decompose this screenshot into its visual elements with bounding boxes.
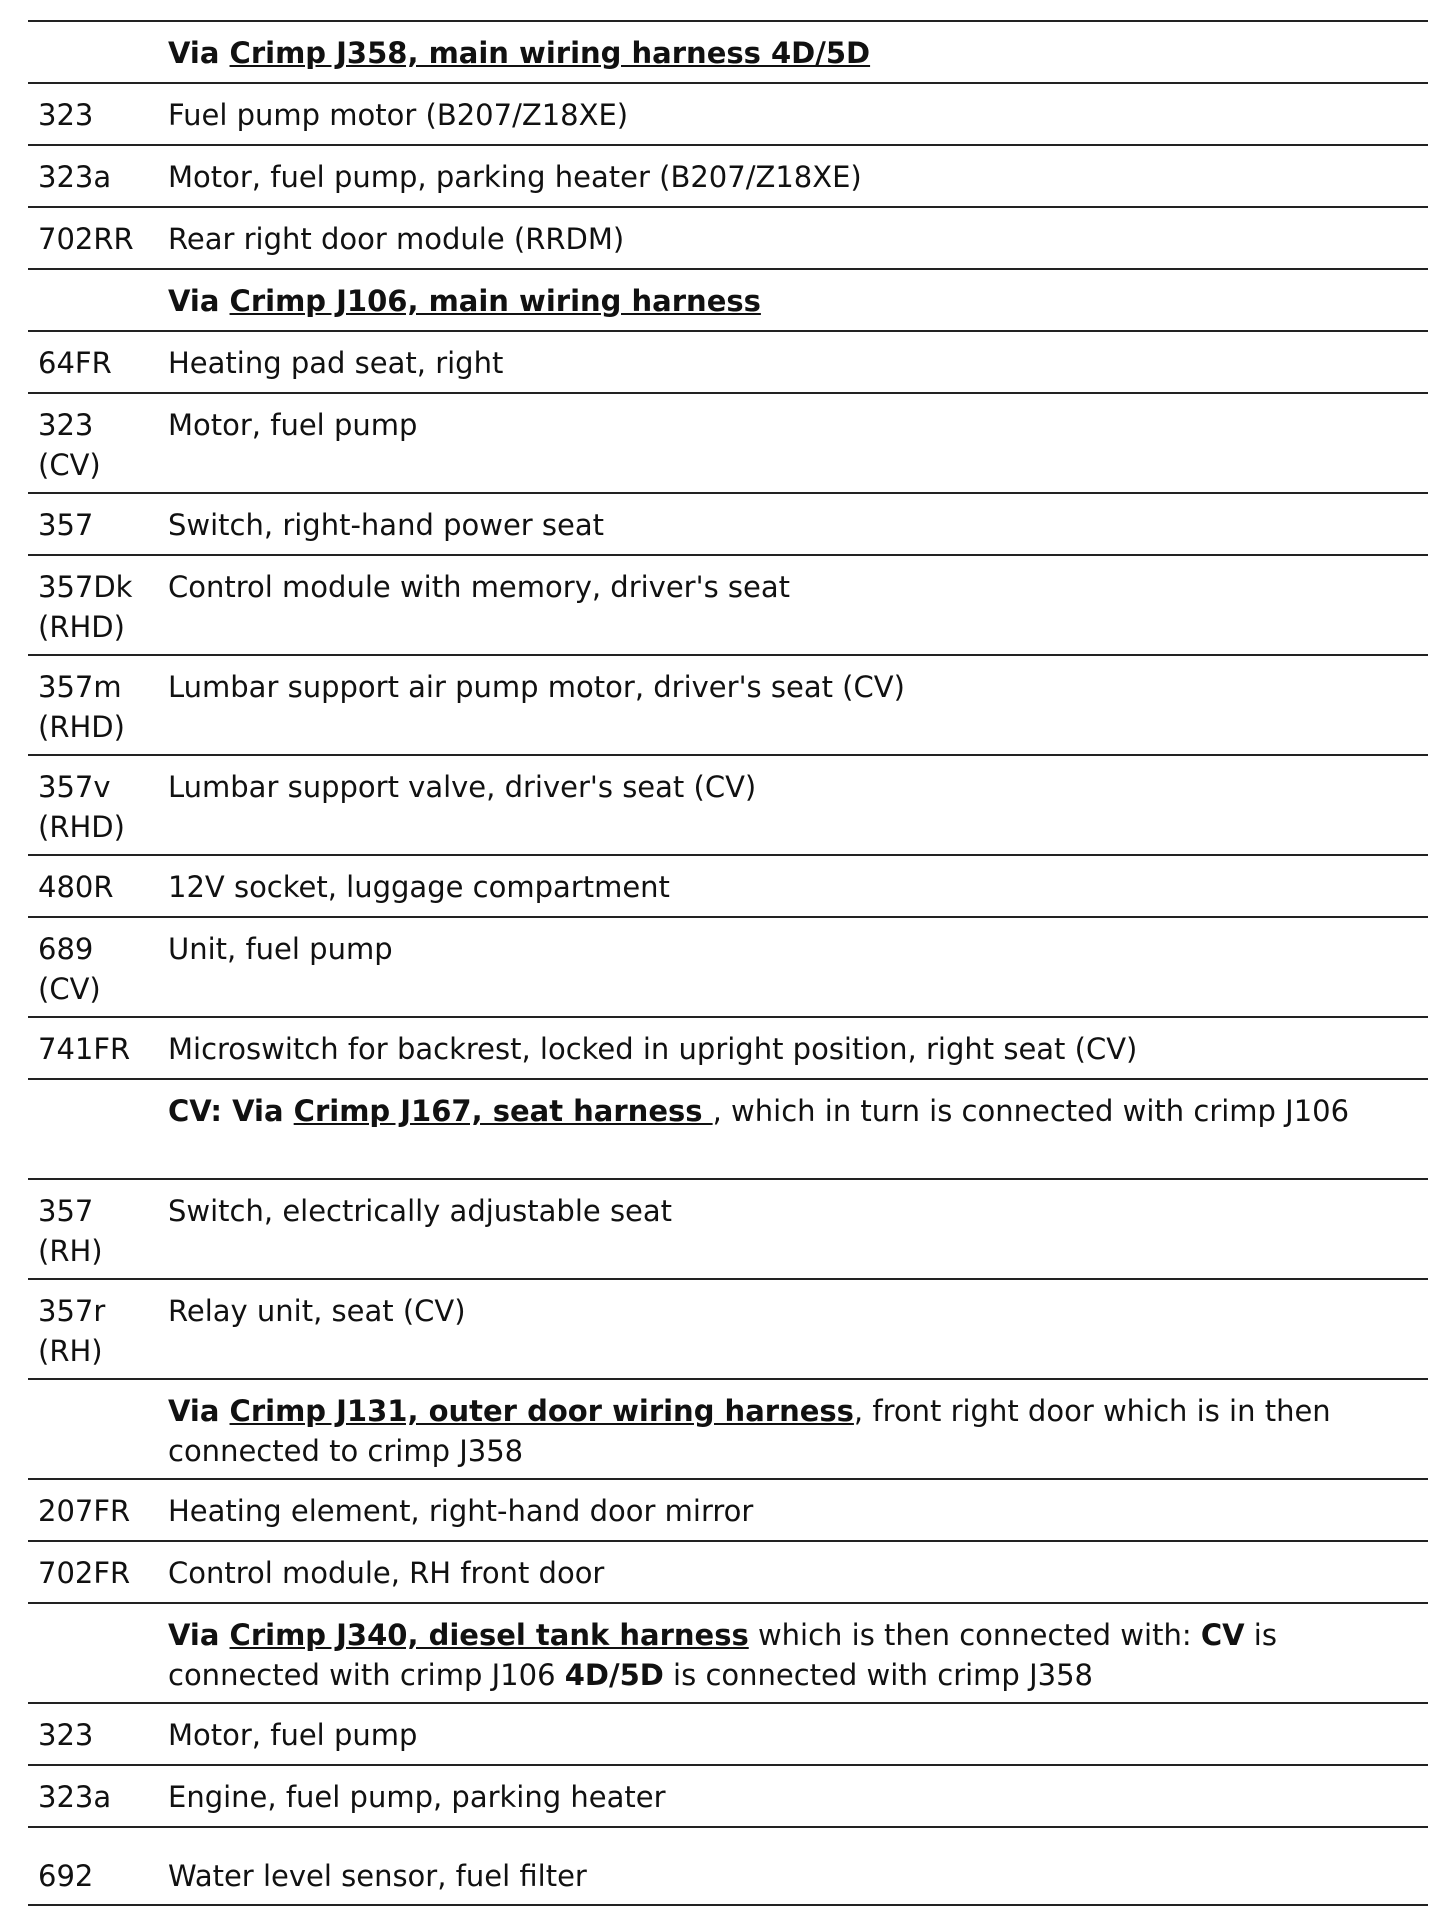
section-header-text	[168, 270, 1428, 330]
row-description: Water level sensor, fuel filter	[168, 1859, 587, 1893]
table-row	[28, 494, 1428, 556]
row-description: Motor, fuel pump	[168, 408, 418, 442]
row-code: 357m (RHD)	[38, 670, 125, 744]
table-row	[28, 918, 1428, 1018]
table-row	[28, 1542, 1428, 1604]
crimp-link[interactable]: Crimp J340, diesel tank harness	[229, 1618, 749, 1652]
header-text-part: , which in turn is connected with crimp J106	[712, 1094, 1350, 1128]
header-text-part: Via	[168, 1394, 230, 1428]
crimp-link[interactable]: Crimp J358, main wiring harness 4D/5D	[229, 36, 871, 70]
section-header-row	[28, 22, 1428, 84]
row-code: 357	[38, 508, 94, 542]
row-description: Motor, fuel pump	[168, 1718, 418, 1752]
table-row	[28, 1480, 1428, 1542]
row-code: 357 (RH)	[38, 1194, 103, 1268]
row-code	[28, 1080, 168, 1178]
row-description: Heating pad seat, right	[168, 346, 504, 380]
row-code: 692	[38, 1859, 94, 1893]
header-text-part: is connected with crimp J358	[663, 1658, 1093, 1692]
row-code: 357Dk (RHD)	[38, 570, 133, 644]
row-description: Engine, fuel pump, parking heater	[168, 1780, 666, 1814]
row-code: 323a	[38, 160, 112, 194]
row-code: 323a	[38, 1780, 112, 1814]
section-header-text	[168, 1080, 1428, 1178]
row-code: 323 (CV)	[38, 408, 101, 482]
table-row	[28, 208, 1428, 270]
header-text-part: CV	[1200, 1618, 1245, 1652]
header-text-part: Via	[168, 1618, 230, 1652]
row-code: 480R	[38, 870, 114, 904]
row-code: 702FR	[38, 1556, 131, 1590]
row-code: 702RR	[38, 222, 134, 256]
crimp-link[interactable]: Crimp J106, main wiring harness	[229, 284, 761, 318]
header-text-part: CV: Via	[168, 1094, 294, 1128]
row-code: 741FR	[38, 1032, 131, 1066]
row-description: Rear right door module (RRDM)	[168, 222, 625, 256]
row-description: Relay unit, seat (CV)	[168, 1294, 466, 1328]
row-description: Switch, electrically adjustable seat	[168, 1194, 673, 1228]
header-text-part: is connected with crimp J106	[168, 1618, 1277, 1692]
table-row	[28, 1766, 1428, 1828]
row-code	[28, 1380, 168, 1478]
row-code	[28, 1604, 168, 1702]
section-header-text	[168, 22, 1428, 82]
row-code: 207FR	[38, 1494, 131, 1528]
row-code: 323	[38, 1718, 94, 1752]
row-description: Microswitch for backrest, locked in upright position, right seat (CV)	[168, 1032, 1138, 1066]
table-row	[28, 1280, 1428, 1380]
table-row	[28, 756, 1428, 856]
section-header-row	[28, 1380, 1428, 1480]
table-row	[28, 856, 1428, 918]
row-description: Switch, right-hand power seat	[168, 508, 605, 542]
table-row	[28, 1018, 1428, 1080]
row-description: Fuel pump motor (B207/Z18XE)	[168, 98, 629, 132]
section-header-text	[168, 1380, 1428, 1478]
row-description: Lumbar support valve, driver's seat (CV)	[168, 770, 757, 804]
crimp-link[interactable]: Crimp J131, outer door wiring harness	[229, 1394, 854, 1428]
row-description: Heating element, right-hand door mirror	[168, 1494, 754, 1528]
table-row	[28, 394, 1428, 494]
row-code: 689 (CV)	[38, 932, 101, 1006]
row-code: 323	[38, 98, 94, 132]
section-header-row	[28, 270, 1428, 332]
section-header-row	[28, 1604, 1428, 1704]
row-description: Control module with memory, driver's seat	[168, 570, 790, 604]
table-row	[28, 1704, 1428, 1766]
row-description: Lumbar support air pump motor, driver's seat (CV)	[168, 670, 905, 704]
row-description: Control module, RH front door	[168, 1556, 605, 1590]
header-text-part: which is then connected with:	[748, 1618, 1201, 1652]
row-code	[28, 22, 168, 82]
header-text-part: , front right door which is in then connected to crimp J358	[168, 1394, 1331, 1468]
header-text-part: Via	[168, 36, 230, 70]
row-code	[28, 270, 168, 330]
row-description: Unit, fuel pump	[168, 932, 393, 966]
row-code: 64FR	[38, 346, 112, 380]
header-text-part: 4D/5D	[564, 1658, 664, 1692]
table-row	[28, 84, 1428, 146]
section-header-text	[168, 1604, 1428, 1702]
section-header-row	[28, 1080, 1428, 1180]
row-code: 357v (RHD)	[38, 770, 125, 844]
row-description: Motor, fuel pump, parking heater (B207/Z18XE)	[168, 160, 862, 194]
header-text-part: Via	[168, 284, 230, 318]
table-row	[28, 1180, 1428, 1280]
table-row	[28, 656, 1428, 756]
row-code: 357r (RH)	[38, 1294, 106, 1368]
row-description: 12V socket, luggage compartment	[168, 870, 670, 904]
table-row	[28, 1828, 1428, 1906]
wiring-table	[28, 20, 1428, 1906]
table-row	[28, 556, 1428, 656]
table-row	[28, 146, 1428, 208]
table-row	[28, 332, 1428, 394]
crimp-link[interactable]: Crimp J167, seat harness	[293, 1094, 713, 1128]
